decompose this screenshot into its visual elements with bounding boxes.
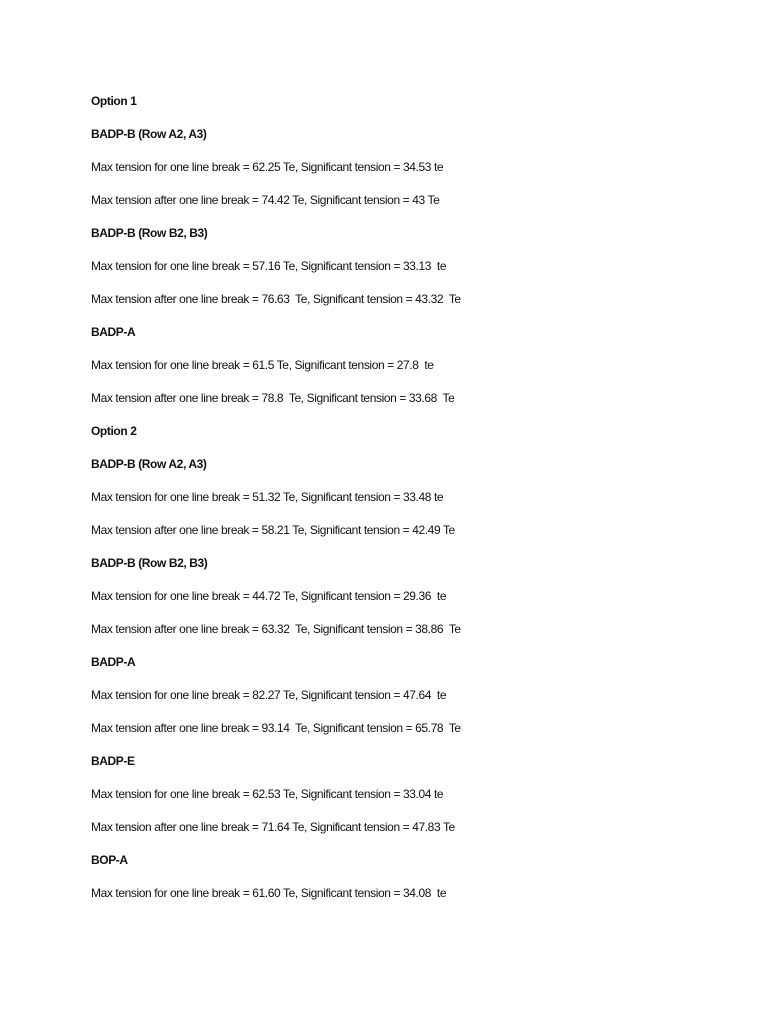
tension-line: Max tension for one line break = 57.16 Te, Significant tension = 33.13 te <box>91 259 447 273</box>
document-body <box>91 92 731 917</box>
tension-line: Max tension for one line break = 61.60 Te, Significant tension = 34.08 te <box>91 886 447 900</box>
tension-line: Max tension for one line break = 62.53 Te, Significant tension = 33.04 te <box>91 787 444 801</box>
tension-line: Max tension for one line break = 62.25 Te, Significant tension = 34.53 te <box>91 160 444 174</box>
subsection-heading: BADP-B (Row B2, B3) <box>91 556 208 570</box>
subsection-heading: BADP-B (Row A2, A3) <box>91 127 207 141</box>
tension-line: Max tension for one line break = 61.5 Te, Significant tension = 27.8 te <box>91 358 434 372</box>
tension-line: Max tension for one line break = 82.27 Te, Significant tension = 47.64 te <box>91 688 447 702</box>
tension-line: Max tension for one line break = 51.32 Te, Significant tension = 33.48 te <box>91 490 444 504</box>
tension-line: Max tension after one line break = 76.63 Te, Significant tension = 43.32 Te <box>91 292 461 306</box>
tension-line: Max tension after one line break = 93.14 Te, Significant tension = 65.78 Te <box>91 721 461 735</box>
section-heading: Option 1 <box>91 94 137 108</box>
subsection-heading: BOP-A <box>91 853 128 867</box>
tension-line: Max tension for one line break = 44.72 Te, Significant tension = 29.36 te <box>91 589 447 603</box>
tension-line: Max tension after one line break = 63.32 Te, Significant tension = 38.86 Te <box>91 622 461 636</box>
tension-line: Max tension after one line break = 78.8 Te, Significant tension = 33.68 Te <box>91 391 455 405</box>
tension-line: Max tension after one line break = 58.21 Te, Significant tension = 42.49 Te <box>91 523 455 537</box>
subsection-heading: BADP-B (Row A2, A3) <box>91 457 207 471</box>
tension-line: Max tension after one line break = 74.42 Te, Significant tension = 43 Te <box>91 193 440 207</box>
subsection-heading: BADP-A <box>91 655 136 669</box>
subsection-heading: BADP-E <box>91 754 135 768</box>
section-heading: Option 2 <box>91 424 137 438</box>
tension-line: Max tension after one line break = 71.64 Te, Significant tension = 47.83 Te <box>91 820 455 834</box>
subsection-heading: BADP-A <box>91 325 136 339</box>
subsection-heading: BADP-B (Row B2, B3) <box>91 226 208 240</box>
